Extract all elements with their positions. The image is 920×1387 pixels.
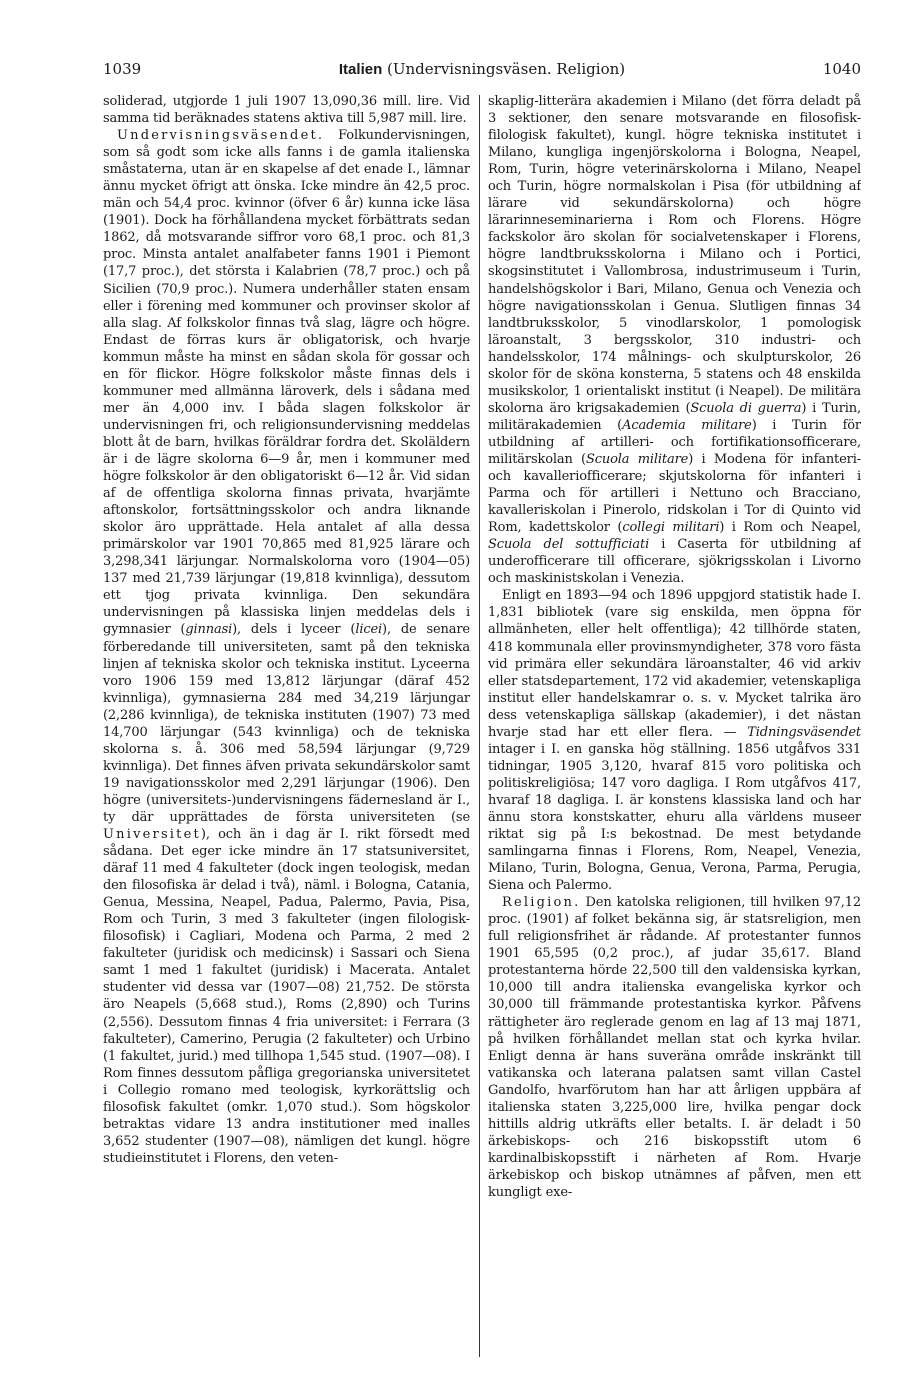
running-title-keyword: Italien — [338, 61, 383, 78]
running-title — [103, 60, 861, 78]
paragraph-libraries-press: Enligt en 1893—94 och 1896 uppgjord statistik hade I. 1,831 bibliotek (vare sig enskilda, men öppna för allmänheten, eller helt offentliga); 42 tillhörde staten, 418 kommunala eller provinsmyndigheter, 378 voro fästa vid primära eller sekundära läroanstalter, 46 vid arkiv eller statsdepartement, 172 vid akademier, vetenskapliga institut eller handelskamrar o. s. v. Mycket talrika äro dess vetenskapliga sällskap (akademier), i det nästan hvarje stad har ett eller flera. — Tidningsväsendet intager i I. en ganska hög ställning. 1856 utgåfvos 331 tidningar, 1905 3,120, hvaraf 815 voro politiska och politiskreligiösa; 147 voro dagliga. I Rom utgåfvos 417, hvaraf 18 dagliga. I. är konstens klassiska land och har ännu stora konstskatter, ehuru alla världens museer riktat sig på I:s bekostnad. De mest betydande samlingarna finnas i Florens, Rom, Neapel, Venezia, Milano, Turin, Bologna, Genua, Verona, Parma, Perugia, Siena och Palermo. — [488, 588, 861, 894]
left-column — [103, 93, 470, 1358]
paragraph-higher-schools: skaplig-litterära akademien i Milano (det förra deladt på 3 sektioner, den senare motsvarande en filosofisk-filologisk fakultet), kungl. högre tekniska institutet i Milano, kungliga ingenjörskolorna i Bologna, Neapel, Rom, Turin, högre veterinärskolorna i Milano, Neapel och Turin, högre normalskolan i Pisa (för utbildning af lärare vid sekundärskolorna) och högre lärarinneseminarierna i Rom och Florens. Högre fackskolor äro skolan för socialvetenskaper i Florens, högre landtbruksskolorna i Milano och i Portici, skogsinstitutet i Vallombrosa, industrimuseum i Turin, handelshögskolor i Bari, Milano, Genua och Venezia och högre navigationsskolan i Genua. Slutligen finnas 34 landtbruksskolor, 5 vinodlarskolor, 1 pomologisk läroanstalt, 3 bergsskolor, 310 industri- och handelsskolor, 174 målnings- och skulpturskolor, 26 skolor för de sköna konsterna, 5 statens och 48 enskilda musikskolor, 1 orientaliskt institut (i Neapel). De militära skolorna äro krigsakademien (Scuola di guerra) i Turin, militärakademien (Academia militare) i Turin för utbildning af artilleri- och fortifikationsofficerare, militärskolan (Scuola militare) i Modena för infanteri- och kavalleriofficerare; skjutskolorna för infanteri i Parma och för artilleri i Nettuno och Bracciano, kavalleriskolan i Pinerolo, ridskolan i Tor di Quinto vid Rom, kadettskolor (collegi militari) i Rom och Neapel, Scuola del sottufficiati i Caserta för utbildning af underofficerare till officerare, sjökrigsskolan i Livorno och maskinistskolan i Venezia. — [488, 94, 861, 587]
paragraph-education: Undervisningsväsendet. Folkundervisningen, som så godt som icke alls fanns i de gamla italienska småstaterna, utan är en skapelse af det enade I., lämnar ännu mycket öfrigt att önska. Icke mindre än 42,5 proc. män och 54,4 proc. kvinnor (öfver 6 år) kunna icke läsa (1901). Dock ha förhållandena mycket förbättrats sedan 1862, då motsvarande siffror voro 68,1 proc. och 81,3 proc. Minsta antalet analfabeter fanns 1901 i Piemont (17,7 proc.), det största i Kalabrien (78,7 proc.) och på Sicilien (70,9 proc.). Numera underhåller staten ensam eller i förening med kommuner och provinser skolor af alla slag. Af folkskolor finnas två slag, lägre och högre. Endast de förras kurs är obligatorisk, och hvarje kommun måste ha minst en sådan skola för gossar och en för flickor. Högre folkskolor måste finnas dels i kommuner med allmänna läroverk, dels i sådana med mer än 4,000 inv. I båda slagen folkskolor är undervisningen fri, och religionsundervisning meddelas blott åt de barn, hvilkas föräldrar fordra det. Skoläldern är i de lägre skolorna 6—9 år, men i kommuner med högre folkskolor är den obligatoriskt 6—12 år. Vid sidan af de offentliga skolorna finnas privata, hvarjämte aftonskolor, fortsättningsskolor och andra liknande skolor äro upprättade. Hela antalet af alla dessa primärskolor var 1901 70,865 med 81,925 lärare och 3,298,341 lärjungar. Normalskolorna voro (1904—05) 137 med 21,739 lärjungar (19,818 kvinnliga), dessutom ett tjog privata kvinnliga. Den sekundära undervisningen på klassiska linjen meddelas dels i gymnasier (ginnasi), dels i lyceer (licei), de senare förberedande till universiteten, samt på den tekniska linjen af tekniska skolor och tekniska institut. Lyceerna voro 1906 159 med 13,812 lärjungar (däraf 452 kvinnliga), gymnasierna 284 med 34,219 lärjungar (2,286 kvinnliga), de tekniska instituten (1907) 73 med 14,700 lärjungar (543 kvinnliga) och de tekniska skolorna s. å. 306 med 58,594 lärjungar (9,729 kvinnliga). Det finnes äfven privata sekundärskolor samt 19 navigationsskolor med 2,291 lärjungar (1906). Den högre (universitets-)undervisningens fädernesland är I., ty där upprättades de första universiteten (se Universitet), och än i dag är I. rikt försedt med sådana. Det eger icke mindre än 17 statsuniversitet, däraf 11 med 4 fakulteter (dock ingen teologisk, medan den filosofiska är delad i två), näml. i Bologna, Catania, Genua, Messina, Neapel, Padua, Palermo, Pavia, Pisa, Rom och Turin, 3 med 3 fakulteter (ingen filologisk-filosofisk) i Cagliari, Modena och Parma, 2 med 2 fakulteter (juridisk och medicinsk) i Sassari och Siena samt 1 med 1 fakultet (juridisk) i Macerata. Antalet studenter vid dessa var (1907—08) 21,752. De största äro Neapels (5,668 stud.), Roms (2,890) och Turins (2,556). Dessutom finnas 4 fria universitet: i Ferrara (3 fakulteter), Camerino, Perugia (2 fakulteter) och Urbino (1 fakultet, jurid.) med tillhopa 1,545 stud. (1907—08). I Rom finnes dessutom påfliga gregorianska universitetet i Collegio romano med teologisk, kyrkorättslig och filosofisk fakultet (omkr. 1,070 stud.). Som högskolor betraktas vidare 13 andra institutioner med inalles 3,652 studenter (1907—08), nämligen det kungl. högre studieinstitutet i Florens, den veten- — [103, 128, 470, 1166]
right-column — [488, 93, 861, 1358]
section-heading-religion: Religion. — [502, 895, 581, 911]
page-header — [103, 60, 861, 84]
section-heading-education: Undervisningsväsendet. — [117, 128, 325, 144]
running-title-subject: (Undervisningsväsen. Religion) — [382, 60, 626, 78]
page-number-left: 1039 — [103, 60, 142, 78]
page-number-right: 1040 — [822, 60, 861, 78]
cross-reference: Universitet — [103, 827, 201, 843]
paragraph-finance-end: soliderad, utgjorde 1 juli 1907 13,090,36 mill. lire. Vid samma tid beräknades statens aktiva till 5,987 mill. lire. — [103, 94, 470, 127]
column-divider — [479, 95, 480, 1357]
paragraph-religion: Religion. Den katolska religionen, till hvilken 97,12 proc. (1901) af folket bekänna sig, är statsreligion, men full religionsfrihet är rådande. Af protestanter funnos 1901 65,595 (0,2 proc.), af judar 35,617. Bland protestanterna hörde 22,500 till den valdensiska kyrkan, 10,000 till andra italienska evangeliska kyrkor och 30,000 till främmande protestantiska kyrkor. Påfvens rättigheter äro reglerade genom en lag af 13 maj 1871, på hvilken förhållandet mellan stat och kyrka hvilar. Enligt denna är hans suveräna område inskränkt till vatikanska och laterana palatsen samt villan Castel Gandolfo, hvarförutom han har att årligen uppbära af italienska staten 3,225,000 lire, hvilka pengar dock hittills aldrig utkräfts eller betalts. I. är deladt i 50 ärkebiskops- och 216 biskopsstift utom 6 kardinalbiskopsstift i närheten af Rom. Hvarje ärkebiskop och biskop utnämnes af påfven, men ett kungligt exe- — [488, 895, 861, 1200]
